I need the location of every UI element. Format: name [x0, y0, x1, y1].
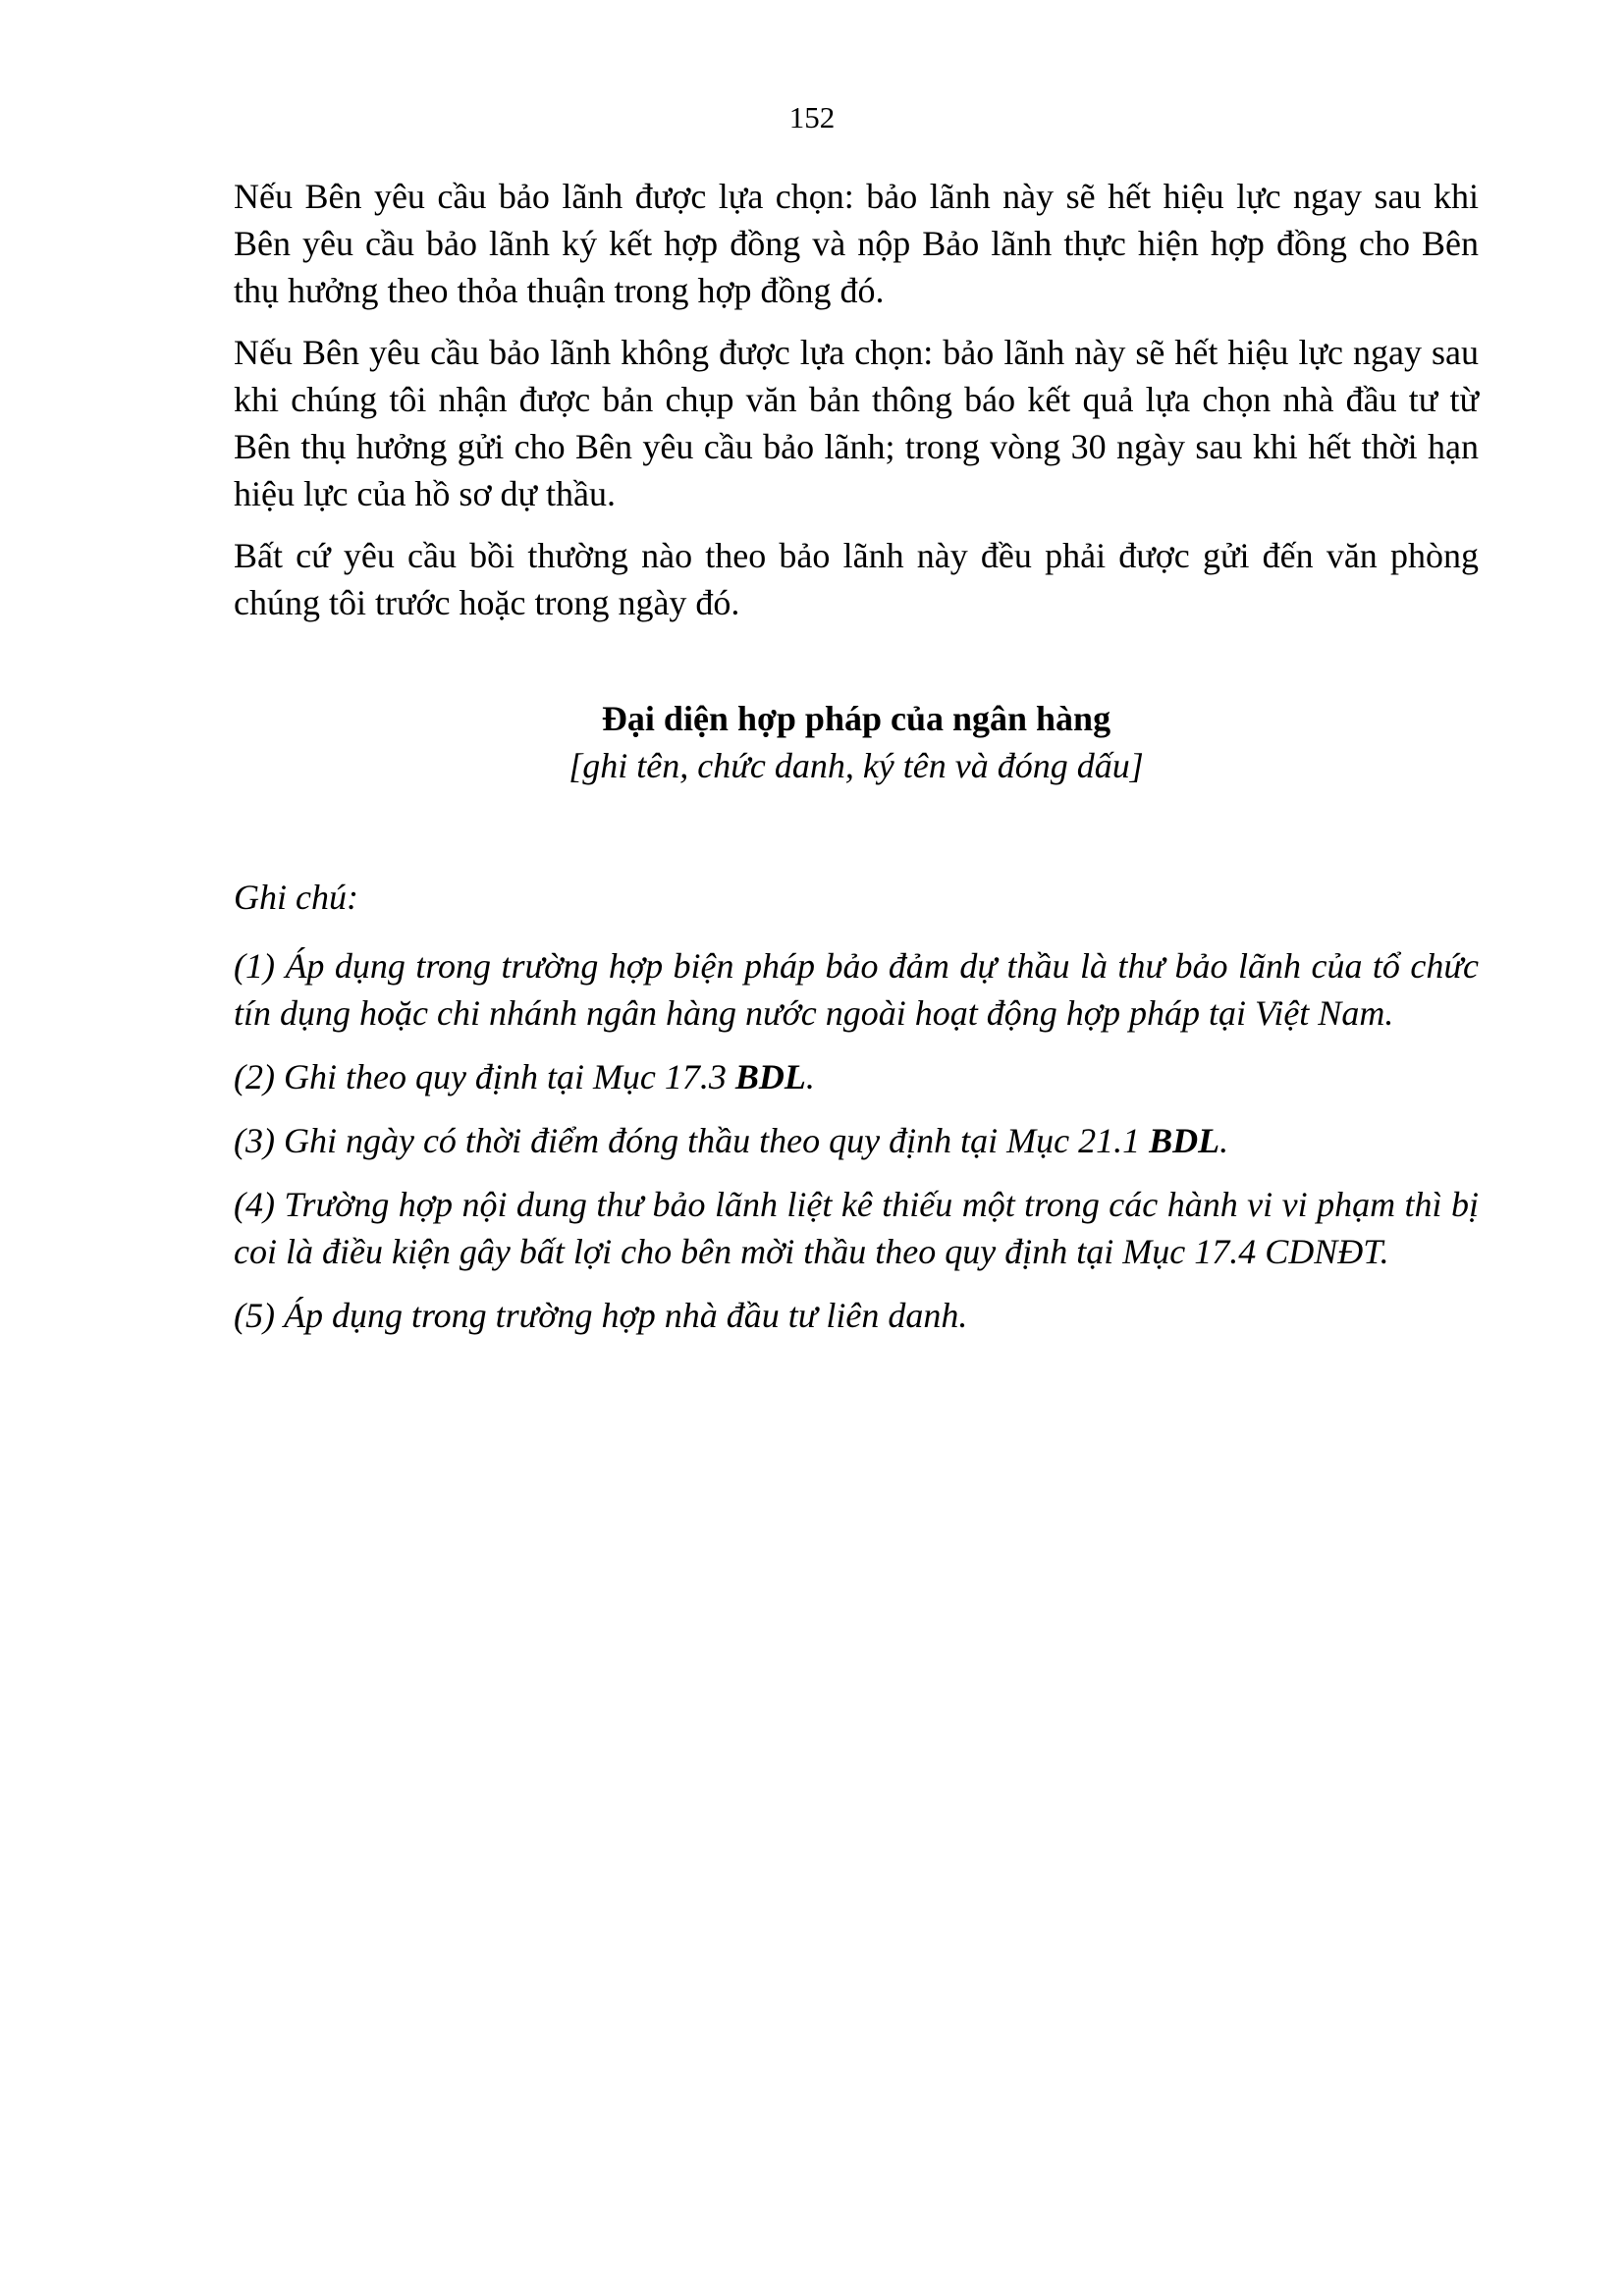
signature-title: Đại diện hợp pháp của ngân hàng: [601, 699, 1111, 738]
signature-instructions: [ghi tên, chức danh, ký tên và đóng dấu]: [568, 746, 1144, 785]
note-5: (5) Áp dụng trong trường hợp nhà đầu tư liên danh.: [234, 1296, 968, 1335]
note-3-bold: BDL: [1149, 1121, 1220, 1160]
paragraph-claim-deadline: Bất cứ yêu cầu bồi thường nào theo bảo lãnh này đều phải được gửi đến văn phòng chúng tôi trước hoặc trong ngày đó.: [234, 536, 1479, 622]
note-2-end: .: [805, 1057, 815, 1096]
notes-heading: Ghi chú:: [234, 878, 358, 917]
document-body: [234, 173, 1479, 1356]
note-3-end: .: [1219, 1121, 1229, 1160]
signature-block: [234, 695, 1479, 789]
note-2: [234, 1053, 1479, 1100]
paragraph-not-selected-case: Nếu Bên yêu cầu bảo lãnh không được lựa chọn: bảo lãnh này sẽ hết hiệu lực ngay sau khi chúng tôi nhận được bản chụp văn bản thông báo kết quả lựa chọn nhà đầu tư từ Bên thụ hưởng gửi cho Bên yêu cầu bảo lãnh; trong vòng 30 ngày sau khi hết thời hạn hiệu lực của hồ sơ dự thầu.: [234, 333, 1479, 513]
note-2-text: (2) Ghi theo quy định tại Mục 17.3: [234, 1057, 735, 1096]
page-number: 152: [788, 100, 836, 134]
note-4: (4) Trường hợp nội dung thư bảo lãnh liệt kê thiếu một trong các hành vi vi phạm thì bị coi là điều kiện gây bất lợi cho bên mời thầu theo quy định tại Mục 17.4 CDNĐT.: [234, 1185, 1479, 1271]
note-3-text: (3) Ghi ngày có thời điểm đóng thầu theo quy định tại Mục 21.1: [234, 1121, 1150, 1160]
note-3: [234, 1117, 1479, 1164]
paragraph-selected-case: Nếu Bên yêu cầu bảo lãnh được lựa chọn: bảo lãnh này sẽ hết hiệu lực ngay sau khi Bên yêu cầu bảo lãnh ký kết hợp đồng và nộp Bảo lãnh thực hiện hợp đồng cho Bên thụ hưởng theo thỏa thuận trong hợp đồng đó.: [234, 177, 1479, 310]
note-1: (1) Áp dụng trong trường hợp biện pháp bảo đảm dự thầu là thư bảo lãnh của tổ chức tín dụng hoặc chi nhánh ngân hàng nước ngoài hoạt động hợp pháp tại Việt Nam.: [234, 946, 1479, 1033]
note-2-bold: BDL: [734, 1057, 806, 1096]
notes-section: [234, 874, 1479, 1339]
